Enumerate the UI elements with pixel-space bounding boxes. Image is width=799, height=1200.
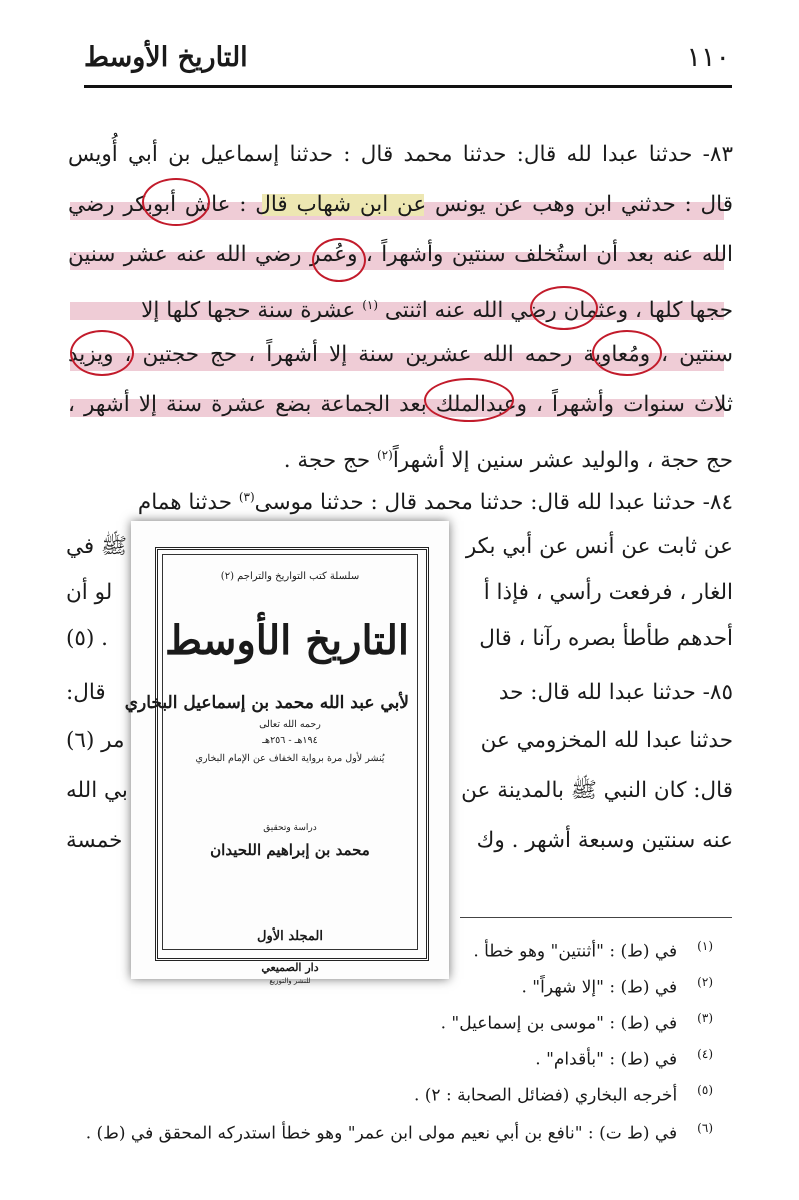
footnote-text: في (ط) : "أثنتين" وهو خطأ . [473,941,678,962]
footnote [120,1000,713,1036]
body-text: حجها كلها ، وعثمان رضي الله عنه اثنتى [384,298,733,324]
body-line-tail: ﷺ في [66,534,128,559]
footnote-number: (١) [697,939,713,953]
footnote-text: أخرجه البخاري (فضائل الصحابة : ٢) . [413,1085,678,1106]
body-text: حج حجة . [283,448,371,474]
footnote-ref: (٣) [238,490,255,504]
body-line-tail: لو أن [66,580,113,605]
cover-recension: يُنشر لأول مرة برواية الخفاف عن الإمام البخاري [195,753,385,764]
body-line [68,472,733,522]
body-line: ٨٣- حدثنا عبدا لله قال: حدثنا محمد قال : حدثنا إسماعيل بن أبي أُويس [68,142,733,167]
body-line: الغار ، فرفعت رأسي ، فإذا أ [483,580,733,605]
footnote-number: (٣) [697,1011,713,1025]
book-cover-image [124,521,449,985]
cover-study-label: دراسة وتحقيق [263,823,317,833]
cover-title: التاريخ الأوسط [164,617,409,664]
body-line-tail: مر (٦) [66,728,125,753]
body-line: ٨٥- حدثنا عبدا لله قال: حد [498,680,733,705]
circle-muawiya [592,330,662,376]
running-title: التاريخ الأوسط [84,42,248,73]
body-line: قال: كان النبي ﷺ بالمدينة عن [461,778,733,803]
footnote-number: (٥) [697,1083,713,1097]
footnote-ref: (١) [362,298,379,312]
body-line: الله عنه بعد أن استُخلف سنتين وأشهراً ، وعُمر رضي الله عنه عشر سنين [68,242,733,267]
footnote-rule [460,917,732,918]
cover-author: لأبي عبد الله محمد بن إسماعيل البخاري [124,693,409,713]
body-line: حدثنا عبدا لله المخزومي عن [480,728,733,753]
cover-years: ١٩٤هـ - ٢٥٦هـ [262,735,318,746]
footnote-text: في (ط ت) : "نافع بن أبي نعيم مولى ابن عمر" وهو خطأ استدركه المحقق في (ط) . [85,1123,678,1144]
cover-volume: المجلد الأول [257,929,323,944]
footnote-number: (٢) [697,975,713,989]
footnote-number: (٤) [697,1047,713,1061]
body-line: سنتين ، ومُعاوية رحمه الله عشرين سنة إلا أشهراً ، حج حجتين ، ويزيد [68,342,733,367]
body-line: عنه سنتين وسبعة أشهر . وك [476,828,733,853]
body-line: ثلاث سنوات وأشهراً ، وعبدالملك بعد الجماعة بضع عشرة سنة إلا أشهر ، [68,392,733,417]
footnote-text: في (ط) : "موسى بن إسماعيل" . [440,1013,678,1034]
circle-uthman [530,286,598,330]
body-line: أحدهم طأطأ بصره رآنا ، قال [479,626,733,651]
footnote-number: (٦) [697,1121,713,1135]
running-header [84,38,730,84]
cover-series: سلسلة كتب التواريخ والتراجم (٢) [220,571,360,582]
body-text: عشرة سنة حجها كلها إلا [141,298,356,324]
circle-yazid [70,330,134,376]
body-line [68,280,733,330]
body-line-tail: . (٥) [66,626,109,651]
footnote [120,1036,713,1072]
cover-editor: محمد بن إبراهيم اللحيدان [210,841,370,859]
circle-abdulmalik [424,378,514,422]
body-line-tail: بي الله [66,778,128,803]
page-number: ١١٠ [686,42,730,73]
body-line-tail: قال: [66,680,106,705]
cover-author-note: رحمه الله تعالى [259,719,321,730]
body-text: حج حجة ، والوليد عشر سنين إلا أشهراً [392,448,733,474]
cover-publisher: دار الصميعي [261,961,319,974]
body-text: حدثنا همام [137,490,232,516]
cover-publisher-sub: للنشر والتوزيع [269,977,311,985]
body-text: ٨٤- حدثنا عبدا لله قال: حدثنا محمد قال : حدثنا موسى [254,490,733,516]
body-line: قال : حدثني ابن وهب عن يونس عن ابن شهاب قال : عاش أبوبكر رضي [68,192,733,217]
body-line-tail: خمسة [66,828,123,853]
footnote-ref: (٢) [376,448,393,462]
header-rule [84,85,732,88]
body-line: عن ثابت عن أنس عن أبي بكر [465,534,733,559]
footnote [85,1110,713,1146]
footnote-text: في (ط) : "إلا شهراً" . [521,977,678,998]
circle-umar [312,238,366,282]
cover-inner-frame [124,554,418,950]
circle-abubakr [142,178,210,226]
footnote-text: في (ط) : "بأقدام" . [535,1049,678,1070]
footnote [120,1072,713,1108]
